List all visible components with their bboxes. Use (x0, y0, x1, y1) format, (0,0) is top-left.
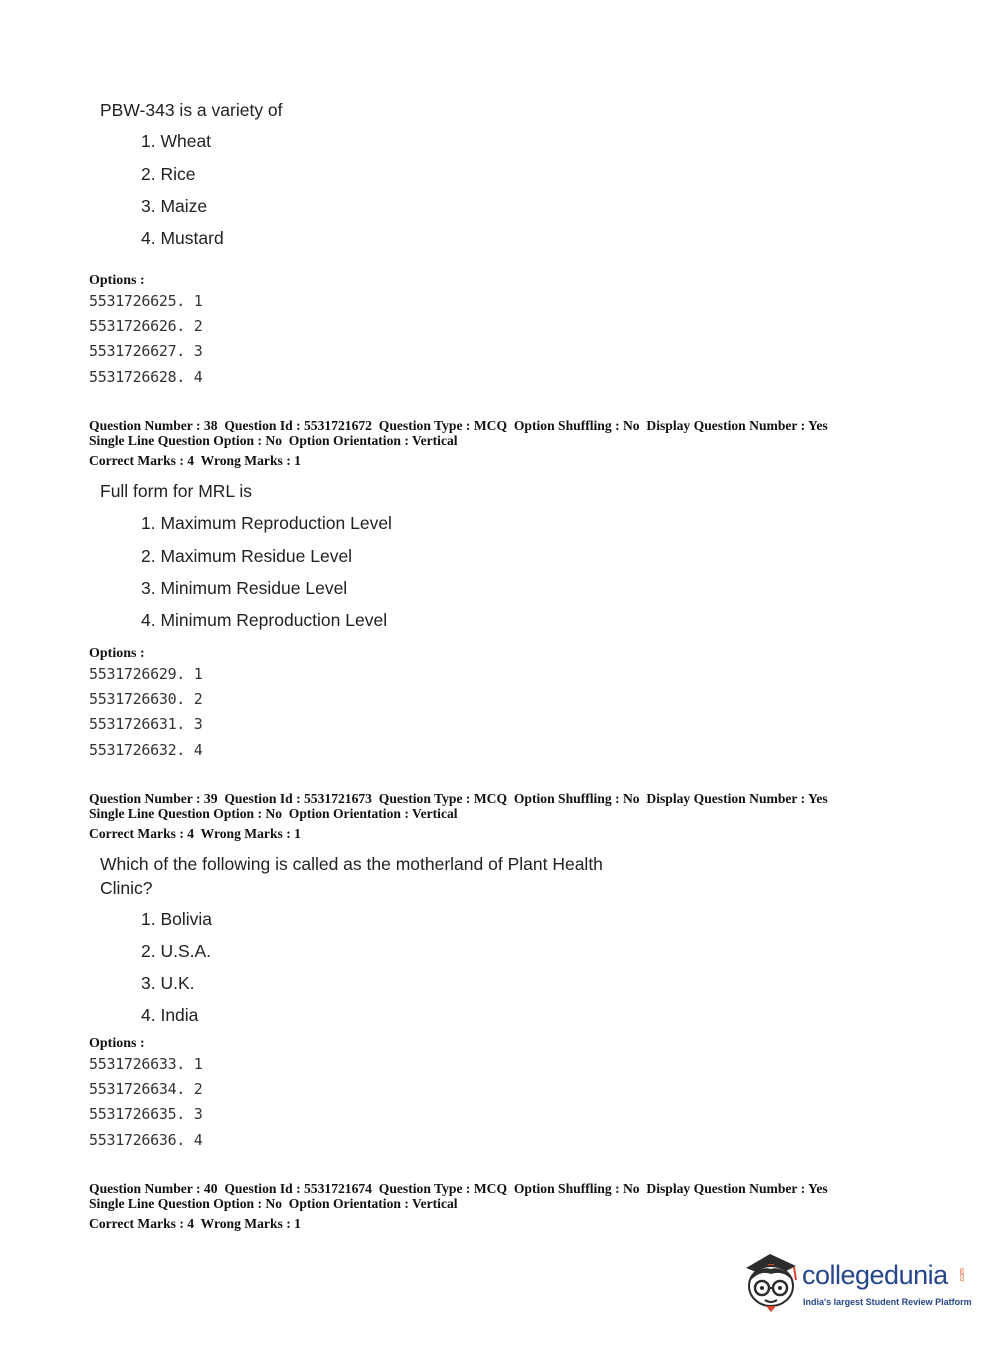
question-38-options-label: Options : (89, 646, 145, 661)
question-38-choice-3: 3. Minimum Residue Level (141, 578, 348, 598)
question-37-text: PBW-343 is a variety of (100, 100, 283, 120)
question-38-meta: Question Number : 38 Question Id : 5531721672 Question Type : MCQ Option Shuffling : No Display Question Number : Yes (89, 418, 828, 433)
question-37-option-id: 5531726626. 2 (89, 317, 203, 335)
question-38-option-id: 5531726629. 1 (89, 665, 203, 683)
question-38-option-id: 5531726630. 2 (89, 690, 203, 708)
question-39-option-id: 5531726633. 1 (89, 1055, 203, 1073)
question-39-option-id: 5531726634. 2 (89, 1080, 203, 1098)
question-40-meta: Question Number : 40 Question Id : 5531721674 Question Type : MCQ Option Shuffling : No Display Question Number : Yes (89, 1181, 828, 1196)
question-37-choice-4: 4. Mustard (141, 228, 224, 248)
question-38-meta-2: Single Line Question Option : No Option Orientation : Vertical (89, 433, 458, 448)
question-39-options-label: Options : (89, 1036, 145, 1051)
question-39-text-2: Clinic? (100, 878, 153, 898)
question-38-choice-2: 2. Maximum Residue Level (141, 546, 353, 566)
question-40-marks: Correct Marks : 4 Wrong Marks : 1 (89, 1216, 301, 1231)
question-38-choice-4: 4. Minimum Reproduction Level (141, 610, 388, 630)
question-39-choice-3: 3. U.K. (141, 973, 195, 993)
question-37-option-id: 5531726625. 1 (89, 292, 203, 310)
question-39-option-id: 5531726635. 3 (89, 1105, 203, 1123)
question-39-meta-2: Single Line Question Option : No Option Orientation : Vertical (89, 806, 458, 821)
question-37-options-label: Options : (89, 273, 145, 288)
question-39-meta: Question Number : 39 Question Id : 5531721673 Question Type : MCQ Option Shuffling : No Display Question Number : Yes (89, 791, 828, 806)
question-38-option-id: 5531726632. 4 (89, 741, 203, 759)
question-37-option-id: 5531726628. 4 (89, 368, 203, 386)
mascot-icon (740, 1250, 802, 1315)
logo-tagline: India's largest Student Review Platform (803, 1297, 972, 1307)
question-38-choice-1: 1. Maximum Reproduction Level (141, 513, 392, 533)
question-39-choice-2: 2. U.S.A. (141, 941, 212, 961)
question-39-choice-4: 4. India (141, 1005, 199, 1025)
question-38-text: Full form for MRL is (100, 481, 253, 501)
question-37-choice-3: 3. Maize (141, 196, 208, 216)
logo-domain: .com (959, 1268, 966, 1284)
question-39-text: Which of the following is called as the motherland of Plant Health (100, 854, 603, 874)
question-38-option-id: 5531726631. 3 (89, 715, 203, 733)
logo-wordmark: collegedunia (802, 1260, 948, 1290)
question-39-choice-1: 1. Bolivia (141, 909, 213, 929)
question-39-option-id: 5531726636. 4 (89, 1131, 203, 1149)
question-37-choice-1: 1. Wheat (141, 131, 212, 151)
question-38-marks: Correct Marks : 4 Wrong Marks : 1 (89, 453, 301, 468)
question-37-choice-2: 2. Rice (141, 164, 196, 184)
question-39-marks: Correct Marks : 4 Wrong Marks : 1 (89, 826, 301, 841)
collegedunia-logo[interactable] (740, 1250, 975, 1315)
question-37-option-id: 5531726627. 3 (89, 342, 203, 360)
question-40-meta-2: Single Line Question Option : No Option Orientation : Vertical (89, 1196, 458, 1211)
